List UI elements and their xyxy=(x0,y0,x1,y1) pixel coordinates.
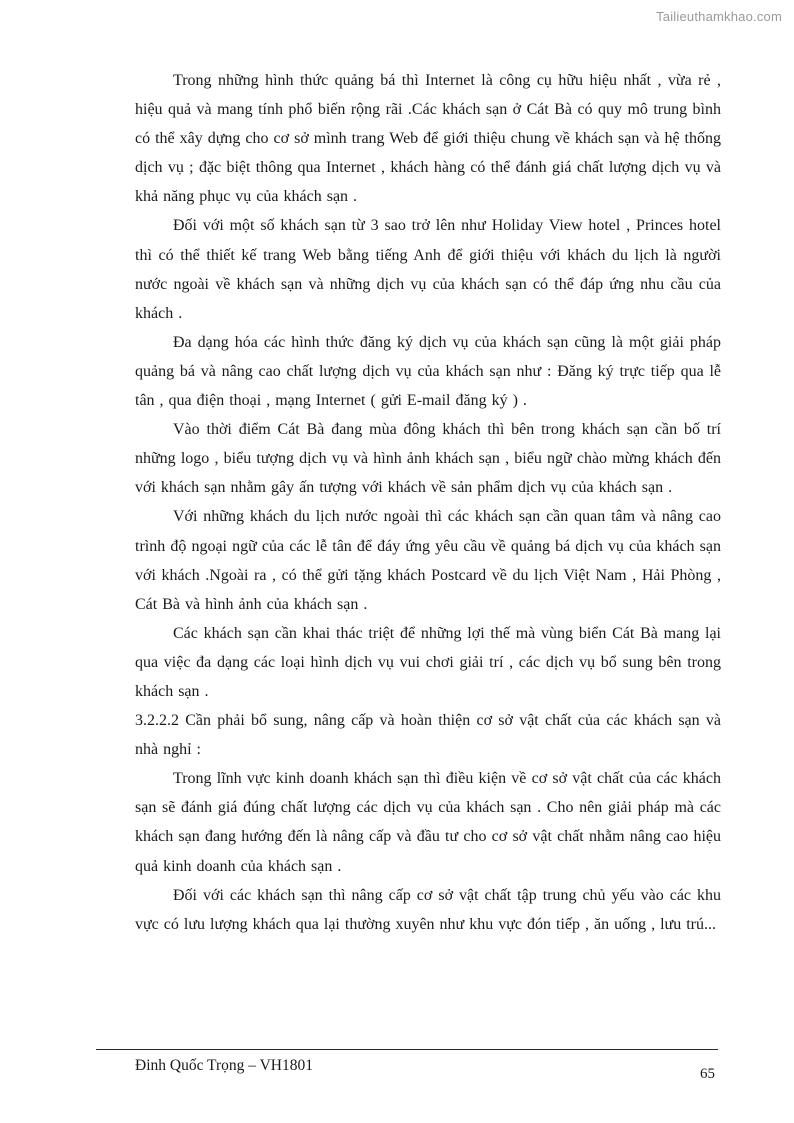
footer-divider xyxy=(96,1049,718,1050)
paragraph: Trong những hình thức quảng bá thì Internet là công cụ hữu hiệu nhất , vừa rẻ , hiệu quả và mang tính phổ biến rộng rãi .Các khách sạn ở Cát Bà có quy mô trung bình có thể xây dựng cho cơ sở mình trang Web để giới thiệu chung về khách sạn và hệ thống dịch vụ ; đặc biệt thông qua Internet , khách hàng có thể đánh giá chất lượng dịch vụ và khả năng phục vụ của khách sạn . xyxy=(135,72,721,206)
paragraph: Với những khách du lịch nước ngoài thì các khách sạn cần quan tâm và nâng cao trình độ ngoại ngữ của các lễ tân để đáy ứng yêu cầu về quảng bá dịch vụ của khách sạn với khách .Ngoài ra , có thể gửi tặng khách Postcard về du lịch Việt Nam , Hải Phòng , Cát Bà và hình ảnh của khách sạn . xyxy=(135,508,721,613)
page-number: 65 xyxy=(700,1066,715,1082)
footer-author: Đinh Quốc Trọng – VH1801 xyxy=(135,1057,313,1074)
watermark: Tailieuthamkhao.com xyxy=(656,9,782,24)
paragraph: Trong lĩnh vực kinh doanh khách sạn thì điều kiện về cơ sở vật chất của các khách sạn sẽ đánh giá đúng chất lượng các dịch vụ của khách sạn . Cho nên giải pháp mà các khách sạn đang hướng đến là nâng cấp và đầu tư cho cơ sở vật chất nhằm nâng cao hiệu quả kinh doanh của khách sạn . xyxy=(135,770,721,875)
section-heading: 3.2.2.2 Cần phải bổ sung, nâng cấp và hoàn thiện cơ sở vật chất của các khách sạn và nhà nghỉ : xyxy=(135,712,721,759)
paragraph: Vào thời điểm Cát Bà đang mùa đông khách thì bên trong khách sạn cần bố trí những logo , biểu tượng dịch vụ và hình ảnh khách sạn , biểu ngữ chào mừng khách đến với khách sạn nhằm gây ấn tượng với khách về sản phẩm dịch vụ của khách sạn . xyxy=(135,421,721,497)
paragraph: Đa dạng hóa các hình thức đăng ký dịch vụ của khách sạn cũng là một giải pháp quảng bá và nâng cao chất lượng dịch vụ của khách sạn như : Đăng ký trực tiếp qua lễ tân , qua điện thoại , mạng Internet ( gửi E-mail đăng ký ) . xyxy=(135,333,721,410)
document-body xyxy=(135,66,721,939)
paragraph: Các khách sạn cần khai thác triệt để những lợi thế mà vùng biển Cát Bà mang lại qua việc đa dạng các loại hình dịch vụ vui chơi giải trí , các dịch vụ bổ sung bên trong khách sạn . xyxy=(135,624,721,700)
paragraph: Đối với các khách sạn thì nâng cấp cơ sở vật chất tập trung chủ yếu vào các khu vực có lưu lượng khách qua lại thường xuyên như khu vực đón tiếp , ăn uống , lưu trú... xyxy=(135,886,721,933)
paragraph: Đối với một số khách sạn từ 3 sao trở lên như Holiday View hotel , Princes hotel thì có thể thiết kế trang Web bằng tiếng Anh để giới thiệu với khách du lịch là người nước ngoài về khách sạn và những dịch vụ của khách sạn có thể đáp ứng nhu cầu của khách . xyxy=(135,217,721,322)
